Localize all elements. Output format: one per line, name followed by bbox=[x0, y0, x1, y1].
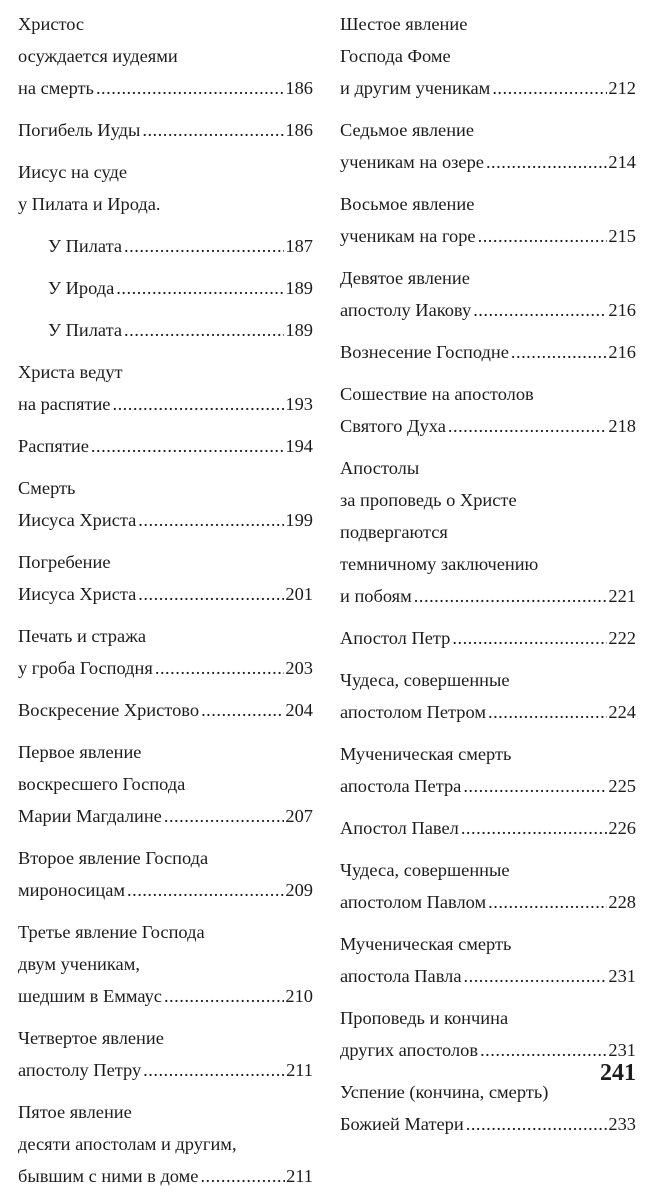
toc-entry-line bbox=[18, 272, 313, 304]
toc-entry bbox=[18, 546, 313, 610]
toc-entry-line bbox=[340, 1108, 636, 1140]
dot-leader bbox=[464, 960, 608, 992]
dot-leader bbox=[200, 1160, 285, 1192]
dot-leader bbox=[164, 980, 284, 1012]
toc-entry-line bbox=[340, 336, 636, 368]
toc-entry-title: Иисуса Христа bbox=[18, 510, 137, 530]
toc-entry-line bbox=[340, 812, 636, 844]
toc-entry-line bbox=[18, 620, 313, 652]
toc-entry bbox=[18, 916, 313, 1012]
toc-entry-line bbox=[340, 146, 636, 178]
toc-entry-title: воскресшего Господа bbox=[18, 774, 186, 794]
toc-entry-line bbox=[340, 484, 636, 516]
toc-entry-line bbox=[18, 72, 313, 104]
toc-page-number: 233 bbox=[608, 1114, 636, 1134]
toc-entry bbox=[18, 230, 313, 262]
toc-page-number: 186 bbox=[285, 78, 313, 98]
toc-entry-line bbox=[340, 8, 636, 40]
toc-entry bbox=[18, 472, 313, 536]
toc-entry-line bbox=[18, 546, 313, 578]
toc-entry-line bbox=[18, 472, 313, 504]
toc-page-number: 193 bbox=[285, 394, 313, 414]
toc-entry-line bbox=[340, 622, 636, 654]
toc-entry-line bbox=[18, 1054, 313, 1086]
toc-entry-title: апостола Павла bbox=[340, 966, 462, 986]
toc-entry-line bbox=[340, 516, 636, 548]
toc-entry-title: Иисуса Христа bbox=[18, 584, 137, 604]
toc-entry-title: апостолу Петру bbox=[18, 1060, 142, 1080]
toc-entry bbox=[340, 378, 636, 442]
toc-entry-title: Божией Матери bbox=[340, 1114, 464, 1134]
toc-page-number: 186 bbox=[285, 120, 313, 140]
toc-entry-line bbox=[18, 980, 313, 1012]
dot-leader bbox=[91, 430, 285, 462]
toc-page-number: 216 bbox=[608, 300, 636, 320]
toc-entry bbox=[18, 8, 313, 104]
toc-entry bbox=[18, 694, 313, 726]
toc-entry bbox=[340, 622, 636, 654]
toc-entry-line bbox=[18, 230, 313, 262]
dot-leader bbox=[473, 294, 607, 326]
dot-leader bbox=[478, 220, 608, 252]
toc-entry-line bbox=[340, 770, 636, 802]
toc-entry-title: Третье явление Господа bbox=[18, 922, 205, 942]
toc-entry-line bbox=[18, 916, 313, 948]
toc-entry-line bbox=[18, 578, 313, 610]
toc-entry-line bbox=[340, 294, 636, 326]
toc-entry-line bbox=[340, 220, 636, 252]
dot-leader bbox=[480, 1034, 607, 1066]
toc-entry-title: Апостол Павел bbox=[340, 818, 459, 838]
dot-leader bbox=[127, 874, 284, 906]
toc-entry-title: и другим ученикам bbox=[340, 78, 491, 98]
toc-entry-line bbox=[18, 842, 313, 874]
dot-leader bbox=[488, 696, 607, 728]
toc-page-number: 231 bbox=[608, 966, 636, 986]
toc-entry-title: Смерть bbox=[18, 478, 76, 498]
toc-entry-title: Проповедь и кончина bbox=[340, 1008, 509, 1028]
toc-page-number: 203 bbox=[285, 658, 313, 678]
dot-leader bbox=[164, 800, 285, 832]
toc-entry-title: апостолу Иакову bbox=[340, 300, 472, 320]
toc-entry-line bbox=[18, 1096, 313, 1128]
toc-page-number: 201 bbox=[285, 584, 313, 604]
dot-leader bbox=[138, 504, 284, 536]
toc-entry bbox=[18, 356, 313, 420]
toc-page-number: 207 bbox=[285, 806, 313, 826]
toc-entry bbox=[340, 1002, 636, 1066]
toc-entry-line bbox=[340, 1002, 636, 1034]
dot-leader bbox=[155, 652, 285, 684]
page-number: 241 bbox=[600, 1060, 636, 1086]
toc-entry-title: Святого Духа bbox=[340, 416, 446, 436]
toc-entry-line bbox=[18, 356, 313, 388]
toc-entry-title: У Пилата bbox=[48, 236, 123, 256]
dot-leader bbox=[124, 230, 284, 262]
dot-leader bbox=[486, 146, 607, 178]
toc-page-number: 226 bbox=[608, 818, 636, 838]
toc-entry-line bbox=[18, 1022, 313, 1054]
toc-entry bbox=[18, 1096, 313, 1192]
toc-entry bbox=[18, 620, 313, 684]
toc-entry-title: Христос bbox=[18, 14, 85, 34]
toc-entry-title: Первое явление bbox=[18, 742, 142, 762]
toc-column-left bbox=[18, 8, 313, 1202]
dot-leader bbox=[452, 622, 607, 654]
toc-entry-title: Печать и стража bbox=[18, 626, 147, 646]
dot-leader bbox=[201, 694, 284, 726]
toc-entry-line bbox=[340, 114, 636, 146]
dot-leader bbox=[124, 314, 284, 346]
toc-entry-title: апостолом Павлом bbox=[340, 892, 487, 912]
toc-entry bbox=[340, 812, 636, 844]
toc-entry-title: десяти апостолам и другим, bbox=[18, 1134, 237, 1154]
toc-entry-title: на смерть bbox=[18, 78, 94, 98]
toc-entry bbox=[18, 1022, 313, 1086]
dot-leader bbox=[96, 72, 284, 104]
toc-entry-line bbox=[18, 188, 313, 220]
toc-page-number: 211 bbox=[286, 1060, 313, 1080]
toc-entry bbox=[18, 314, 313, 346]
toc-entry-line bbox=[340, 738, 636, 770]
toc-entry-line bbox=[340, 1034, 636, 1066]
toc-entry-title: Погибель Иуды bbox=[18, 120, 141, 140]
toc-entry-title: У Ирода bbox=[48, 278, 115, 298]
toc-entry-title: Чудеса, совершенные bbox=[340, 860, 510, 880]
toc-entry bbox=[340, 854, 636, 918]
toc-page-number: 211 bbox=[286, 1166, 313, 1186]
dot-leader bbox=[414, 580, 608, 612]
toc-entry-title: Девятое явление bbox=[340, 268, 470, 288]
toc-entry-title: Мученическая смерть bbox=[340, 934, 512, 954]
toc-page-number: 194 bbox=[285, 436, 313, 456]
toc-entry bbox=[340, 664, 636, 728]
toc-entry-title: осуждается иудеями bbox=[18, 46, 178, 66]
dot-leader bbox=[116, 272, 284, 304]
toc-entry-title: Воскресение Христово bbox=[18, 700, 200, 720]
toc-entry-line bbox=[340, 262, 636, 294]
toc-entry-line bbox=[18, 314, 313, 346]
toc-entry-line bbox=[340, 960, 636, 992]
toc-page-number: 218 bbox=[608, 416, 636, 436]
toc-entry-title: Господа Фоме bbox=[340, 46, 451, 66]
toc-entry-line bbox=[18, 156, 313, 188]
toc-page-number: 216 bbox=[608, 342, 636, 362]
toc-entry-line bbox=[340, 410, 636, 442]
toc-entry-title: Мученическая смерть bbox=[340, 744, 512, 764]
dot-leader bbox=[461, 812, 608, 844]
toc-entry bbox=[340, 336, 636, 368]
toc-page-number: 209 bbox=[285, 880, 313, 900]
toc-entry bbox=[18, 272, 313, 304]
dot-leader bbox=[143, 1054, 285, 1086]
toc-entry-title: ученикам на горе bbox=[340, 226, 476, 246]
toc-entry-title: Христа ведут bbox=[18, 362, 123, 382]
toc-entry bbox=[340, 188, 636, 252]
toc-entry-title: мироносицам bbox=[18, 880, 126, 900]
toc-entry-title: Распятие bbox=[18, 436, 89, 456]
toc-entry bbox=[340, 738, 636, 802]
toc-page-number: 189 bbox=[285, 320, 313, 340]
toc-entry-line bbox=[18, 40, 313, 72]
toc-page-number: 212 bbox=[608, 78, 636, 98]
toc-page-number: 204 bbox=[285, 700, 313, 720]
toc-entry bbox=[340, 8, 636, 104]
toc-entry bbox=[340, 452, 636, 612]
toc-entry bbox=[340, 114, 636, 178]
toc-entry-line bbox=[340, 72, 636, 104]
toc-entry-title: Апостол Петр bbox=[340, 628, 451, 648]
dot-leader bbox=[463, 770, 607, 802]
toc-column-right bbox=[340, 8, 636, 1150]
toc-entry-line bbox=[18, 504, 313, 536]
toc-entry-title: Четвертое явление bbox=[18, 1028, 164, 1048]
toc-entry-line bbox=[340, 664, 636, 696]
toc-entry-line bbox=[340, 696, 636, 728]
dot-leader bbox=[112, 388, 284, 420]
toc-entry-line bbox=[340, 928, 636, 960]
toc-entry bbox=[18, 736, 313, 832]
toc-entry-title: Восьмое явление bbox=[340, 194, 475, 214]
toc-entry-line bbox=[18, 8, 313, 40]
toc-entry-title: двум ученикам, bbox=[18, 954, 140, 974]
toc-entry-title: апостола Петра bbox=[340, 776, 462, 796]
dot-leader bbox=[488, 886, 607, 918]
toc-entry-title: Иисус на суде bbox=[18, 162, 128, 182]
toc-page-number: 199 bbox=[285, 510, 313, 530]
toc-entry-title: шедшим в Еммаус bbox=[18, 986, 162, 1006]
toc-entry-title: у гроба Господня bbox=[18, 658, 153, 678]
toc-entry-line bbox=[340, 40, 636, 72]
toc-entry bbox=[340, 928, 636, 992]
toc-entry-title: апостолом Петром bbox=[340, 702, 486, 722]
toc-entry bbox=[18, 114, 313, 146]
toc-entry-title: Вознесение Господне bbox=[340, 342, 509, 362]
toc-entry-line bbox=[340, 580, 636, 612]
toc-entry-line bbox=[18, 874, 313, 906]
toc-entry-title: Марии Магдалине bbox=[18, 806, 162, 826]
dot-leader bbox=[138, 578, 284, 610]
toc-page-number: 214 bbox=[608, 152, 636, 172]
toc-page-number: 215 bbox=[608, 226, 636, 246]
toc-entry-line bbox=[18, 948, 313, 980]
toc-entry-title: Апостолы bbox=[340, 458, 420, 478]
toc-entry-line bbox=[340, 452, 636, 484]
toc-entry-title: бывшим с ними в доме bbox=[18, 1166, 199, 1186]
dot-leader bbox=[492, 72, 607, 104]
toc-page-number: 225 bbox=[608, 776, 636, 796]
toc-entry-line bbox=[18, 1128, 313, 1160]
toc-entry-line bbox=[18, 800, 313, 832]
toc-entry-title: и побоям bbox=[340, 586, 412, 606]
toc-entry-line bbox=[340, 1076, 636, 1108]
toc-entry-title: Погребение bbox=[18, 552, 111, 572]
toc-entry-title: за проповедь о Христе bbox=[340, 490, 517, 510]
toc-page-number: 228 bbox=[608, 892, 636, 912]
toc-page-number: 231 bbox=[608, 1040, 636, 1060]
toc-entry-title: Пятое явление bbox=[18, 1102, 132, 1122]
toc-page-number: 189 bbox=[285, 278, 313, 298]
dot-leader bbox=[511, 336, 608, 368]
toc-entry-title: У Пилата bbox=[48, 320, 123, 340]
toc-entry-title: Сошествие на апостолов bbox=[340, 384, 534, 404]
toc-entry bbox=[18, 156, 313, 220]
toc-page-number: 210 bbox=[285, 986, 313, 1006]
toc-entry-line bbox=[18, 652, 313, 684]
toc-entry bbox=[18, 842, 313, 906]
toc-entry bbox=[340, 1076, 636, 1140]
dot-leader bbox=[142, 114, 284, 146]
toc-entry-line bbox=[340, 886, 636, 918]
toc-page-number: 221 bbox=[608, 586, 636, 606]
toc-entry bbox=[340, 262, 636, 326]
toc-entry-line bbox=[18, 114, 313, 146]
toc-entry-title: ученикам на озере bbox=[340, 152, 484, 172]
toc-entry-title: Второе явление Господа bbox=[18, 848, 209, 868]
toc-entry-title: у Пилата и Ирода. bbox=[18, 194, 161, 214]
toc-entry-title: Шестое явление bbox=[340, 14, 468, 34]
toc-entry-line bbox=[340, 548, 636, 580]
toc-entry-line bbox=[18, 694, 313, 726]
toc-entry-line bbox=[18, 1160, 313, 1192]
toc-entry-title: подвергаются bbox=[340, 522, 448, 542]
toc-entry-title: Чудеса, совершенные bbox=[340, 670, 510, 690]
dot-leader bbox=[466, 1108, 608, 1140]
toc-entry-title: на распятие bbox=[18, 394, 111, 414]
toc-entry-title: темничному заключению bbox=[340, 554, 539, 574]
toc-entry-line bbox=[18, 388, 313, 420]
toc-entry-line bbox=[340, 378, 636, 410]
toc-entry-line bbox=[18, 430, 313, 462]
toc-page-number: 222 bbox=[608, 628, 636, 648]
toc-entry bbox=[18, 430, 313, 462]
toc-entry-line bbox=[340, 188, 636, 220]
toc-entry-title: Успение (кончина, смерть) bbox=[340, 1082, 549, 1102]
toc-entry-title: других апостолов bbox=[340, 1040, 479, 1060]
dot-leader bbox=[448, 410, 608, 442]
toc-page-number: 224 bbox=[608, 702, 636, 722]
toc-entry-line bbox=[340, 854, 636, 886]
toc-entry-line bbox=[18, 768, 313, 800]
toc-entry-title: Седьмое явление bbox=[340, 120, 475, 140]
toc-page-number: 187 bbox=[285, 236, 313, 256]
toc-entry-line bbox=[18, 736, 313, 768]
